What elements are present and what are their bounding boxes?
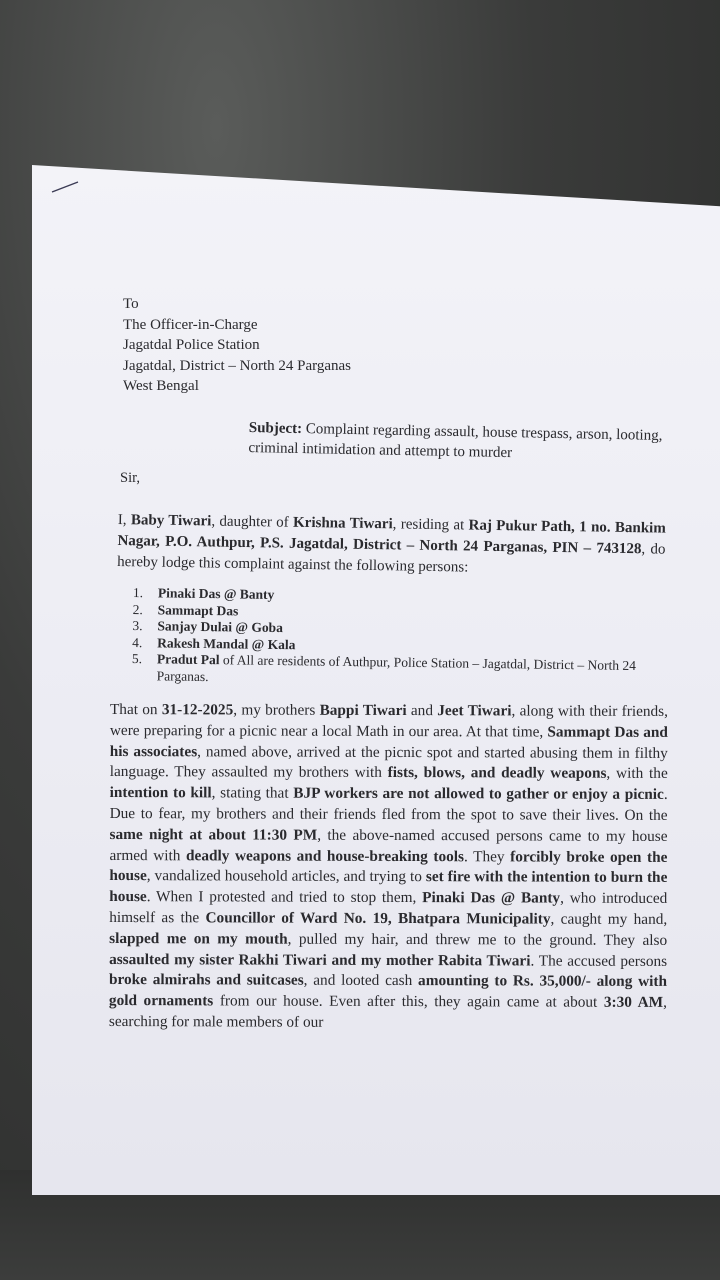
subject-line xyxy=(248,418,669,466)
intro-text: I, xyxy=(117,511,132,529)
recipient-line: Jagatdal Police Station xyxy=(123,337,260,353)
recipient-line: Jagatdal, District – North 24 Parganas xyxy=(123,357,352,374)
accused-name: Rakesh Mandal @ Kala xyxy=(157,634,296,652)
body-text: from our house. Even after this, they again came at about xyxy=(213,992,604,1011)
list-number: 5. xyxy=(131,650,143,667)
body-emphasis: Sammapt Das and his associates xyxy=(109,723,668,760)
body-emphasis: BJP workers are not allowed to gather or enjoy a picnic xyxy=(293,784,664,804)
list-number: 1. xyxy=(132,585,144,601)
body-text: and xyxy=(406,702,438,720)
body-text: , my brothers xyxy=(233,701,320,719)
body-emphasis: Jeet Tiwari xyxy=(437,702,512,720)
body-text: , the above-named accused persons came to my house armed with xyxy=(109,826,668,864)
body-text: , with the xyxy=(606,765,668,783)
recipient-line: The Officer-in-Charge xyxy=(123,316,258,333)
body-emphasis: broke almirahs and suitcases xyxy=(108,971,304,990)
body-text: , caught my hand, xyxy=(550,910,668,928)
body-emphasis: deadly weapons and house-breaking tools xyxy=(186,846,465,865)
body-text: That on xyxy=(109,701,162,719)
list-number: 4. xyxy=(132,634,143,650)
body-emphasis: amounting to Rs. 35,000/- along with gold ornaments xyxy=(108,972,668,1010)
salutation: Sir, xyxy=(120,470,140,486)
accused-name: Sanjay Dulai @ Goba xyxy=(157,618,283,636)
body-text: . They xyxy=(463,847,511,865)
recipient-line: West Bengal xyxy=(123,378,199,394)
intro-paragraph xyxy=(117,510,666,582)
body-emphasis: Pinaki Das @ Banty xyxy=(422,889,561,907)
intro-text: , residing at xyxy=(392,516,469,534)
body-emphasis: 3:30 AM xyxy=(603,993,664,1012)
intro-text: , daughter of xyxy=(211,513,294,531)
accused-name: Pradut Pal xyxy=(156,651,220,668)
intro-text: , do hereby lodge this complaint against the following persons: xyxy=(117,541,666,576)
body-emphasis: forcibly broke open the house xyxy=(109,847,668,885)
body-emphasis: assaulted my sister Rakhi Tiwari and my mother Rabita Tiwari xyxy=(109,950,531,970)
body-text: , named above, arrived at the picnic spot and started abusing them in filthy language. They assaulted my brothers with xyxy=(109,742,668,782)
accused-name: Sammapt Das xyxy=(157,601,239,618)
complainant-address: Raj Pukur Path, 1 no. Bankim Nagar, P.O. Authpur, P.S. Jagatdal, District – North 24 Parganas, PIN – 743128 xyxy=(117,517,666,558)
father-name: Krishna Tiwari xyxy=(292,514,393,533)
subject-label: Subject: xyxy=(248,419,303,438)
accused-name: Pinaki Das @ Banty xyxy=(157,585,275,602)
to-line: To xyxy=(123,296,139,312)
body-text: , who introduced himself as the xyxy=(109,889,668,927)
body-text: . When I protested and tried to stop them, xyxy=(146,888,423,907)
accused-list xyxy=(132,585,663,691)
body-text: , pulled my hair, and threw me to the ground. They also xyxy=(287,930,668,949)
list-number: 2. xyxy=(132,601,143,617)
recipient-block xyxy=(123,294,351,397)
body-text: , along with their friends, were preparing for a picnic near a local Math in our area. At that time, xyxy=(109,702,668,741)
body-text: . The accused persons xyxy=(530,952,668,970)
complainant-name: Baby Tiwari xyxy=(130,512,212,530)
body-text: , and looted cash xyxy=(303,972,419,990)
accused-item xyxy=(132,651,662,691)
body-emphasis: fists, blows, and deadly weapons xyxy=(387,764,607,783)
subject-text: Complaint regarding assault, house trespass, arson, looting, criminal intimidation and attempt to murder xyxy=(248,421,663,462)
complaint-body xyxy=(109,700,668,1035)
body-text: , stating that xyxy=(211,784,294,802)
body-emphasis: Bappi Tiwari xyxy=(319,701,407,720)
body-emphasis: 31-12-2025 xyxy=(161,701,234,719)
body-text: . Due to fear, my brothers and their friends fled from the spot to save their lives. On the xyxy=(109,786,668,824)
body-emphasis: intention to kill xyxy=(109,784,212,802)
body-text: , vandalized household articles, and trying to xyxy=(146,867,426,886)
list-number: 3. xyxy=(132,617,143,634)
body-text: , searching for male members of our xyxy=(108,994,667,1031)
body-emphasis: set fire with the intention to burn the house xyxy=(109,868,668,906)
accused-note: of All are residents of Authpur, Police Station – Jagatdal, District – North 24 Parganas. xyxy=(156,652,637,684)
body-emphasis: same night at about 11:30 PM xyxy=(109,825,318,844)
body-emphasis: slapped me on my mouth xyxy=(109,929,288,948)
body-emphasis: Councillor of Ward No. 19, Bhatpara Municipality xyxy=(205,909,551,928)
